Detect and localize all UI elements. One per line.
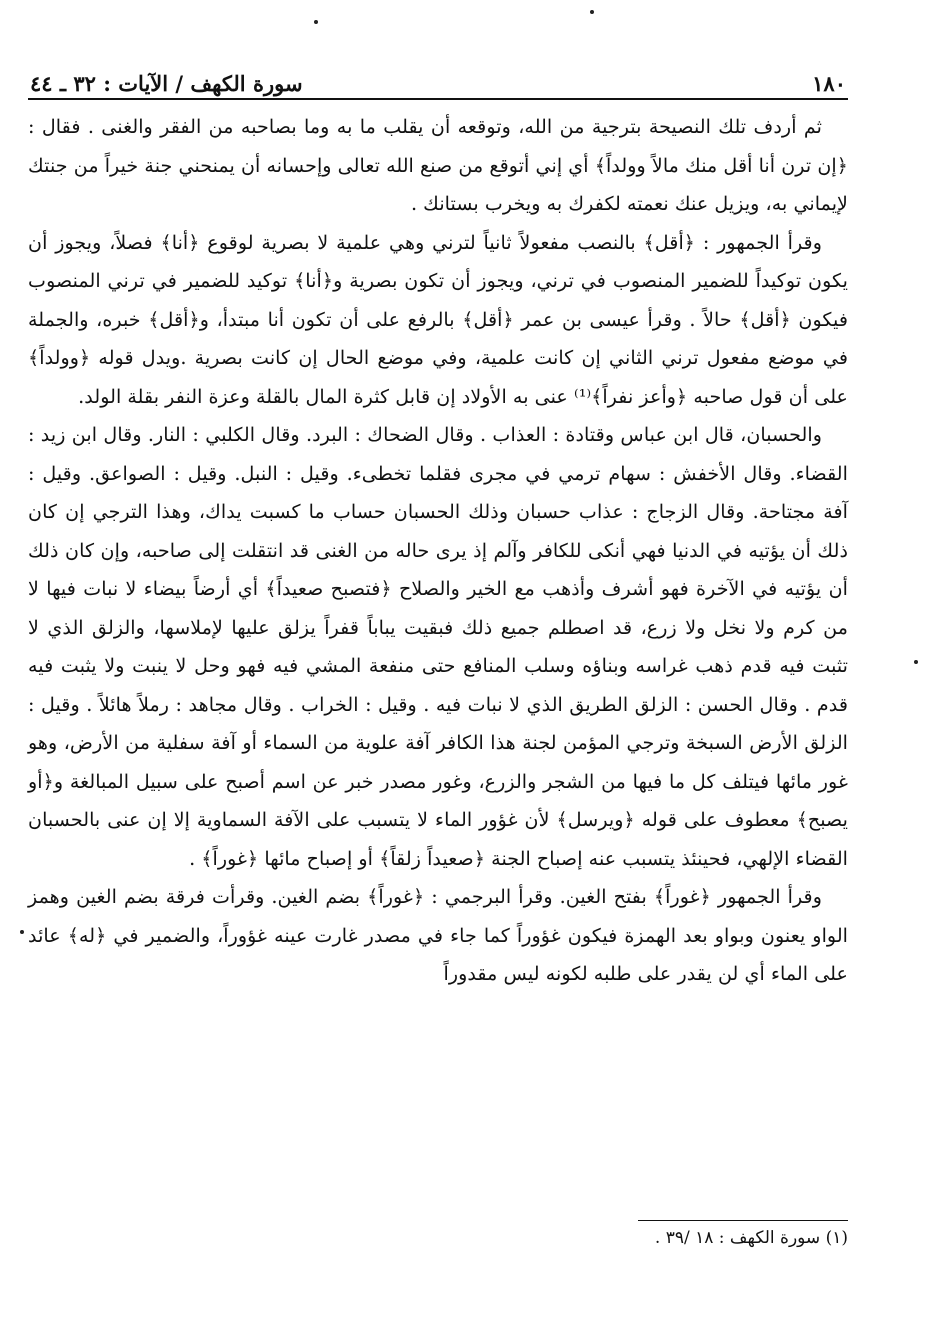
scan-speck	[914, 660, 918, 664]
paragraph-2: وقرأ الجمهور : ﴿أقل﴾ بالنصب مفعولاً ثانياً لترني وهي علمية لا بصرية لوقوع ﴿أنا﴾ فصلاً، ويجوز أن يكون توكيداً للضمير المنصوب في ترني، ويجوز أن تكون بصرية و﴿أنا﴾ توكيد للضمير في ترني المنصوب فيكون ﴿أقل﴾ حالاً . وقرأ عيسى بن عمر ﴿أقل﴾ بالرفع على أن تكون أنا مبتدأ، و﴿أقل﴾ خبره، والجملة في موضع مفعول ترني الثاني إن كانت علمية، وفي موضع الحال إن كانت بصرية .ويدل قوله ﴿وولداً﴾ على أن قول صاحبه ﴿وأعز نفراً﴾⁽¹⁾ عنى به الأولاد إن قابل كثرة المال بالقلة وعزة النفر بقلة الولد.	[28, 230, 848, 408]
running-title: سورة الكهف / الآيات : ٣٢ ـ ٤٤	[30, 71, 303, 96]
paragraph-4: وقرأ الجمهور ﴿غوراً﴾ بفتح الغين. وقرأ البرجمي : ﴿غوراً﴾ بضم الغين. وقرأت فرقة بضم الغين وهمز الواو يعنون وبواو بعد الهمزة فيكون غؤوراً كما جاء في مصدر غارت عينه غؤوراً، والضمير في ﴿له﴾ عائد على الماء أي لن يقدر على طلبه لكونه ليس مقدوراً	[28, 885, 848, 985]
paragraph-3: والحسبان، قال ابن عباس وقتادة : العذاب . وقال الضحاك : البرد. وقال الكلبي : النار. وقال ابن زيد : القضاء. وقال الأخفش : سهام ترمي في مجرى فقلما تخطىء. وقيل : النبل. وقيل : الصواعق. وقيل : آفة مجتاحة. وقال الزجاج : عذاب حسبان وذلك الحسبان حساب ما كسبت يداك، وهذا الترجي إن كان ذلك أن يؤتيه في الدنيا فهي أنكى للكافر وآلم إذ يرى حاله من الغنى قد انتقلت إلى صاحبه، وإن كان ذلك أن يؤتيه في الآخرة فهو أشرف وأذهب مع الخير والصلاح ﴿فتصبح صعيداً﴾ أي أرضاً بيضاء لا نبات فيها لا من كرم ولا نخل ولا زرع، قد اصطلم جميع ذلك فبقيت يباباً قفراً يزلق عليها لإملاسها، والزلق الذي لا تثبت فيه قدم ذهب غراسه وبناؤه وسلب المنافع حتى منفعة المشي فيه فهو وحل لا ينبت ولا يثبت فيه قدم . وقال الحسن : الزلق الطريق الذي لا نبات فيه . وقيل : الخراب . وقال مجاهد : رملاً هائلاً . وقيل : الزلق الأرض السبخة وترجي المؤمن لجنة هذا الكافر آفة علوية من السماء أو آفة سفلية من الأرض، وهو غور مائها فيتلف كل ما فيها من الشجر والزرع، وغور مصدر خبر عن اسم أصبح على سبيل المبالغة و﴿أو يصبح﴾ معطوف على قوله ﴿ويرسل﴾ لأن غؤور الماء لا يتسبب على الآفة السماوية إلا إن عنى بالحسبان القضاء الإلهي، فحينئذ يتسبب عنه إصباح الجنة ﴿صعيداً زلقاً﴾ أو إصباح مائها ﴿غوراً﴾ .	[28, 423, 848, 870]
footnote: (١) سورة الكهف : ١٨ /٣٩ .	[654, 1228, 848, 1248]
scan-speck	[20, 930, 24, 934]
paragraph-1: ثم أردف تلك النصيحة بترجية من الله، وتوقعه أن يقلب ما به وما بصاحبه من الفقر والغنى . فقال : ﴿إن ترن أنا أقل منك مالاً وولداً﴾ أي إني أتوقع من صنع الله تعالى وإحسانه أن يمنحني جنة خيراً من جنتك لإيماني به، ويزيل عنك نعمته لكفرك به ويخرب بستانك .	[28, 115, 848, 215]
scan-speck	[590, 10, 594, 14]
page-number: ١٨٠	[812, 71, 846, 96]
page-header	[28, 60, 848, 100]
book-page	[28, 60, 848, 1320]
scan-speck	[314, 20, 318, 24]
page-body	[28, 108, 848, 994]
footnote-separator	[638, 1220, 848, 1221]
